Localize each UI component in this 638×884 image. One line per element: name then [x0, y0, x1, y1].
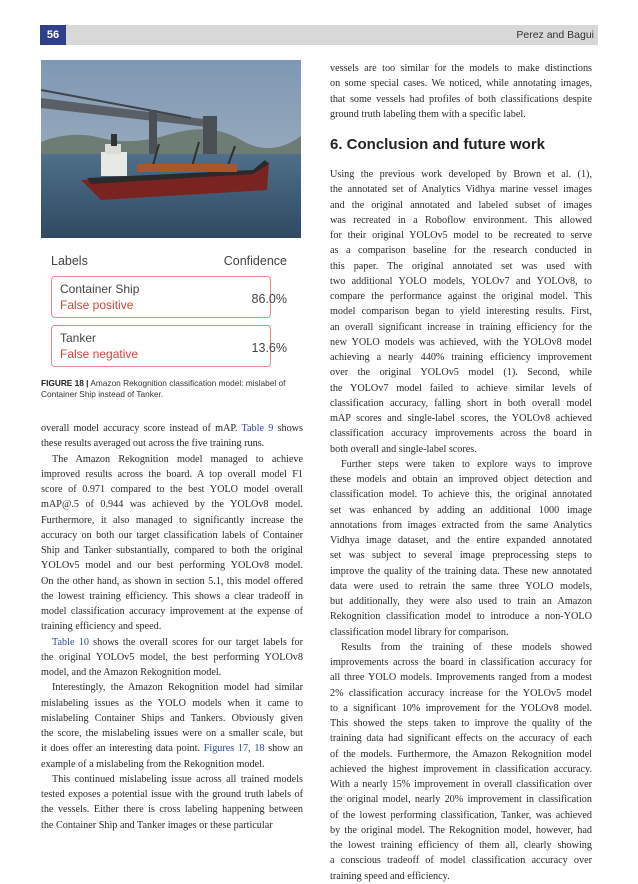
text-line: two additional YOLO models, YOLOv7 and YOLOv8, to — [330, 275, 592, 287]
text-line: model, and the Amazon Rekognition model. — [41, 667, 222, 678]
text-line: On the other hand, as shown in section 5.1, this model offered — [41, 575, 303, 587]
text-line: Rekognition classification model to introduce a non-YOLO — [330, 611, 592, 623]
paragraph — [41, 421, 303, 452]
text-line: the lowest training efficiency of them all, clearly showing — [330, 840, 592, 851]
text-line: tested exposes a potential issue with the ground truth labels of — [41, 789, 303, 800]
text-line: mislabeling issues as the YOLO models when it came to — [41, 697, 303, 709]
label-name: Container Ship — [60, 282, 140, 296]
right-column-top — [330, 61, 592, 122]
text-line: and the original annotated and labeled subset of images — [330, 199, 592, 211]
text-line: data were used to retrain the same three YOLO models, — [330, 580, 592, 592]
text-line: the original model, nearly 20% improvement in classification — [330, 794, 592, 806]
text-line: ground truth labeling them with a specific label. — [330, 108, 526, 120]
text-line: the Container Ship and Tanker images or these particular — [41, 819, 273, 831]
text-line: YOLOv5 model and our best performing YOLOv8 model. — [41, 560, 303, 572]
figure-caption — [41, 378, 303, 400]
text-line: the score, the mislabeling issues were on a smaller scale, but — [41, 728, 303, 739]
paragraph — [330, 167, 592, 457]
caption-label: FIGURE 18 | — [41, 378, 89, 388]
figure-photo-ship — [41, 60, 301, 238]
text-line: training efficiency and speed. — [41, 621, 162, 633]
text-line: Table 10 shows the overall scores for our target labels for — [52, 636, 303, 648]
label-box-container-ship — [51, 276, 271, 318]
text-line: accuracy on both our target classification labels of Container — [41, 529, 303, 541]
text-line: these models and obtain an improved object detection and — [330, 474, 592, 485]
cross-reference-link[interactable]: Table 10 — [52, 636, 89, 648]
paragraph — [41, 772, 303, 833]
rekognition-labels-panel — [41, 246, 301, 366]
text-line: Further steps were taken to explore ways to improve — [341, 458, 592, 470]
text-line: The Amazon Rekognition model managed to achieve — [52, 453, 303, 465]
text-line: mAP@.5 of 0.944 was achieved by the YOLOv8 model. — [41, 499, 303, 511]
page-number: 56 — [40, 25, 66, 45]
text-line: these results averaged out across the five training runs. — [41, 438, 265, 450]
caption-text: Amazon Rekognition classification model: mislabel of Container Ship instead of Tanker. — [41, 378, 286, 399]
paragraph — [330, 640, 592, 884]
text-line: Furthermore, it also managed to significantly increase the — [41, 514, 303, 526]
text-line: training speed and efficiency. — [330, 870, 450, 882]
text-line: this paper. The original annotated set was used with — [330, 260, 592, 272]
text-line: score of 0.971 compared to the best YOLO model overall — [41, 484, 303, 495]
text-line: mislabeling Container Ships and Tankers. Obviously given — [41, 712, 303, 724]
text-line: compare the performance against the original model. This — [330, 291, 592, 302]
text-line: the lowest training efficiency. This shows a clear tradeoff in — [41, 590, 303, 602]
text-line: the YOLOv7 model failed to achieve similar levels of — [330, 382, 592, 394]
text-line: the original YOLOv5 model, the best performing YOLOv8 — [41, 651, 303, 663]
text-line: set was enhanced by adding an additional 1000 image — [330, 504, 592, 516]
section-title: 6. Conclusion and future work — [330, 136, 546, 153]
text-line: annotations from images extracted from the same Analytics — [330, 519, 592, 531]
text-line: that some vessels had profiles of both classifications despite — [330, 93, 592, 105]
text-line: example of a mislabeling from the Rekognition model. — [41, 758, 265, 770]
text-line: improvements across the board in classification accuracy for — [330, 657, 592, 668]
text-line: This continued mislabeling issue across all trained models — [52, 773, 303, 785]
text-line: set was subject to several image preprocessing steps to — [330, 550, 592, 562]
right-column — [330, 167, 592, 884]
text-line: improved results across the board. A top overall model F1 — [41, 468, 303, 480]
text-line: to a significant 10% improvement for the YOLOv8 model. — [330, 702, 592, 714]
confidence-heading: Confidence — [223, 254, 287, 268]
text-line: mAP scores and single-label scores, the YOLOv8 achieved — [330, 413, 592, 424]
text-line: With a nearly 15% improvement in overall classification over — [330, 779, 592, 790]
text-line: the annotated set of Analytics Vidhya marine vessel images — [330, 184, 592, 196]
running-header-authors: Perez and Bagui — [516, 29, 594, 41]
label-name: Tanker — [60, 331, 97, 345]
text-line: both overall and single-label scores. — [330, 443, 477, 455]
text-line: it does offer an interesting data point. Figures 17, 18 show an — [41, 743, 303, 755]
text-line: classification model. To achieve this, the original annotated — [330, 489, 592, 501]
label-confidence: 13.6% — [251, 341, 287, 355]
text-line: by the original model. The Rekognition model, however, had — [330, 824, 592, 836]
text-line: but additionally, they were also used to train an Amazon — [330, 596, 592, 607]
text-line: was recreated in a Roboflow environment. This allowed — [330, 214, 592, 226]
paragraph — [41, 452, 303, 635]
text-line: overall model accuracy score instead of mAP. Table 9 shows — [41, 423, 303, 434]
paragraph — [41, 635, 303, 681]
text-line: on some special cases. We noticed, while annotating images, — [330, 78, 592, 90]
text-line: an overall significant increase in training efficiency for the — [330, 321, 592, 333]
text-line: of the models. Furthermore, the Amazon Rekognition model — [330, 748, 592, 760]
paragraph — [41, 680, 303, 772]
text-line: improve the quality of the training data. These new annotated — [330, 565, 592, 577]
text-line: achieving a nearly 440% training efficiency improvement — [330, 352, 592, 363]
label-status: False positive — [60, 298, 134, 312]
text-line: classification model library for comparison. — [330, 626, 509, 638]
text-line: achieved the highest improvement in classification accuracy. — [330, 763, 592, 775]
text-line: classification accuracy, falling short in both overall model — [330, 397, 592, 409]
text-line: Interestingly, the Amazon Rekognition model had similar — [52, 682, 303, 694]
text-line: Ship and Tanker substantially, compared to both the original — [41, 545, 303, 556]
text-line: of the lowest performing classification, Tanker, was achieved — [330, 809, 592, 821]
text-line: model classification accuracy improvement at the expense of — [41, 606, 303, 617]
label-status: False negative — [60, 347, 139, 361]
text-line: Results from the training of these models showed — [341, 641, 592, 653]
text-line: all three YOLO models. Improvements ranged from a modest — [330, 672, 592, 684]
labels-heading: Labels — [51, 254, 88, 268]
text-line: as a comparison baseline for the research conducted in — [330, 245, 592, 257]
label-box-tanker — [51, 325, 271, 367]
text-line: vessels are too similar for the models to make distinctions — [330, 63, 592, 74]
text-line: new YOLO models was achieved, with the YOLOv8 model — [330, 336, 592, 348]
text-line: Using the previous work developed by Brown et al. (1), — [330, 169, 592, 180]
text-line: Vidhya image dataset, and the entire expanded annotated — [330, 535, 592, 546]
header-bar — [40, 25, 598, 45]
left-column — [41, 421, 303, 833]
label-confidence: 86.0% — [251, 292, 287, 306]
cross-reference-link[interactable]: Table 9 — [241, 423, 274, 434]
text-line: model comparison began to yield interesting results. First, — [330, 306, 592, 318]
text-line: training data had significant effects on the accuracy of each — [330, 733, 592, 745]
text-line: the vessels. Either there is cross labeling happening between — [41, 804, 303, 816]
paragraph — [330, 61, 592, 122]
cross-reference-link[interactable]: Figures 17, 18 — [203, 743, 265, 755]
paragraph — [330, 457, 592, 640]
text-line: This showed the steps taken to improve the quality of the — [330, 718, 592, 729]
text-line: over the original YOLOv5 model (1). Second, while — [330, 367, 592, 379]
text-line: a conscious tradeoff of model classification accuracy over — [330, 855, 592, 867]
text-line: 2% classification accuracy increase for the YOLOv5 model — [330, 687, 592, 699]
text-line: for their original YOLOv5 model to be recreated to serve — [330, 230, 592, 241]
text-line: classification accuracy improvements across the board in — [330, 428, 592, 440]
